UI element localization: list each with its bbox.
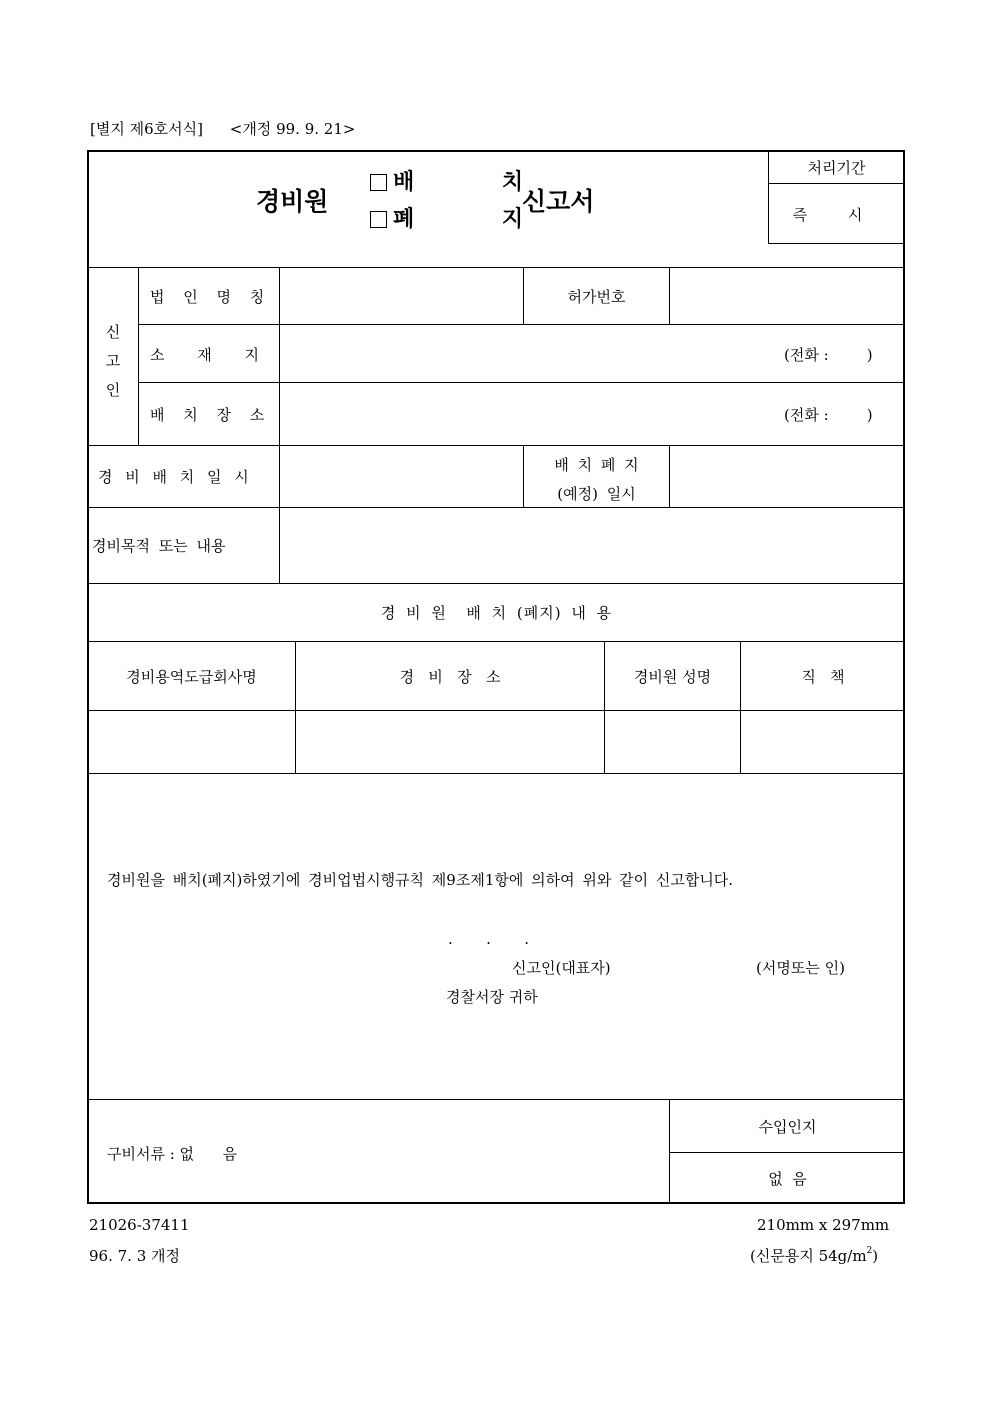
corp-name-field[interactable] [280, 268, 523, 324]
option-abolish-label: 폐 지 [393, 206, 564, 232]
declaration-statement: 경비원을 배치(폐지)하였기에 경비업법시행규칙 제9조제1항에 의하여 위와 같이 신고합니다. [107, 871, 734, 889]
form-code: 21026-37411 [89, 1216, 190, 1234]
paper-size: 210mm x 297mm [757, 1216, 890, 1234]
address-field[interactable] [280, 325, 780, 382]
corp-name-label: 법 인 명 칭 [150, 288, 267, 306]
end-date-field[interactable] [670, 446, 905, 507]
stamp-label: 수입인지 [758, 1117, 817, 1136]
title-suffix: 신고서 [522, 187, 595, 216]
col-duty-header: 직 책 [801, 667, 845, 686]
end-date-label: 배 치 폐 지 (예정) 일시 [554, 456, 639, 503]
recipient: 경찰서장 귀하 [446, 988, 538, 1006]
checkbox-abolish[interactable] [370, 211, 387, 228]
col-company-header: 경비용역도급회사명 [126, 667, 257, 686]
revision-date: <개정 99. 9. 21> [229, 120, 356, 138]
duty-cell[interactable] [741, 711, 905, 773]
attachments: 구비서류 : 없 음 [107, 1145, 238, 1163]
col-place-header: 경 비 장 소 [399, 667, 501, 686]
company-cell[interactable] [88, 711, 295, 773]
place-cell[interactable] [296, 711, 604, 773]
name-cell[interactable] [605, 711, 740, 773]
purpose-field[interactable] [280, 508, 905, 583]
signature-label: (서명또는 인) [756, 959, 845, 977]
form-header [90, 118, 355, 139]
reporter-name-label: 신고인(대표자) [512, 959, 611, 977]
deploy-date-field[interactable] [280, 446, 523, 507]
title-prefix: 경비원 [256, 187, 329, 216]
processing-label: 처리기간 [807, 158, 866, 177]
deploy-date-label: 경 비 배 치 일 시 [98, 468, 250, 486]
place-field[interactable] [280, 383, 780, 445]
reporter-section-label: 신 고 인 [105, 323, 121, 399]
date-dots: . . . [448, 930, 530, 948]
form-number: [별지 제6호서식] [90, 120, 203, 138]
permit-no-field[interactable] [670, 268, 905, 324]
col-name-header: 경비원 성명 [633, 667, 712, 686]
permit-no-label: 허가번호 [567, 287, 626, 306]
option-deploy-label: 배 치 [393, 169, 564, 195]
place-label: 배 치 장 소 [150, 406, 267, 424]
revised-date: 96. 7. 3 개정 [89, 1247, 180, 1265]
place-phone-note: (전화 : ) [784, 406, 873, 424]
purpose-label: 경비목적 또는 내용 [92, 537, 226, 555]
paper-spec: (신문용지 $54g/m^2$) [750, 1246, 879, 1265]
address-label: 소 재 지 [150, 346, 260, 364]
checkbox-deploy[interactable] [370, 174, 387, 191]
address-phone-note: (전화 : ) [784, 346, 873, 364]
stamp-value: 없 음 [768, 1170, 807, 1188]
content-section-title: 경 비 원 배 치 (폐지) 내 용 [380, 604, 613, 622]
processing-value: 즉 시 [792, 205, 881, 224]
